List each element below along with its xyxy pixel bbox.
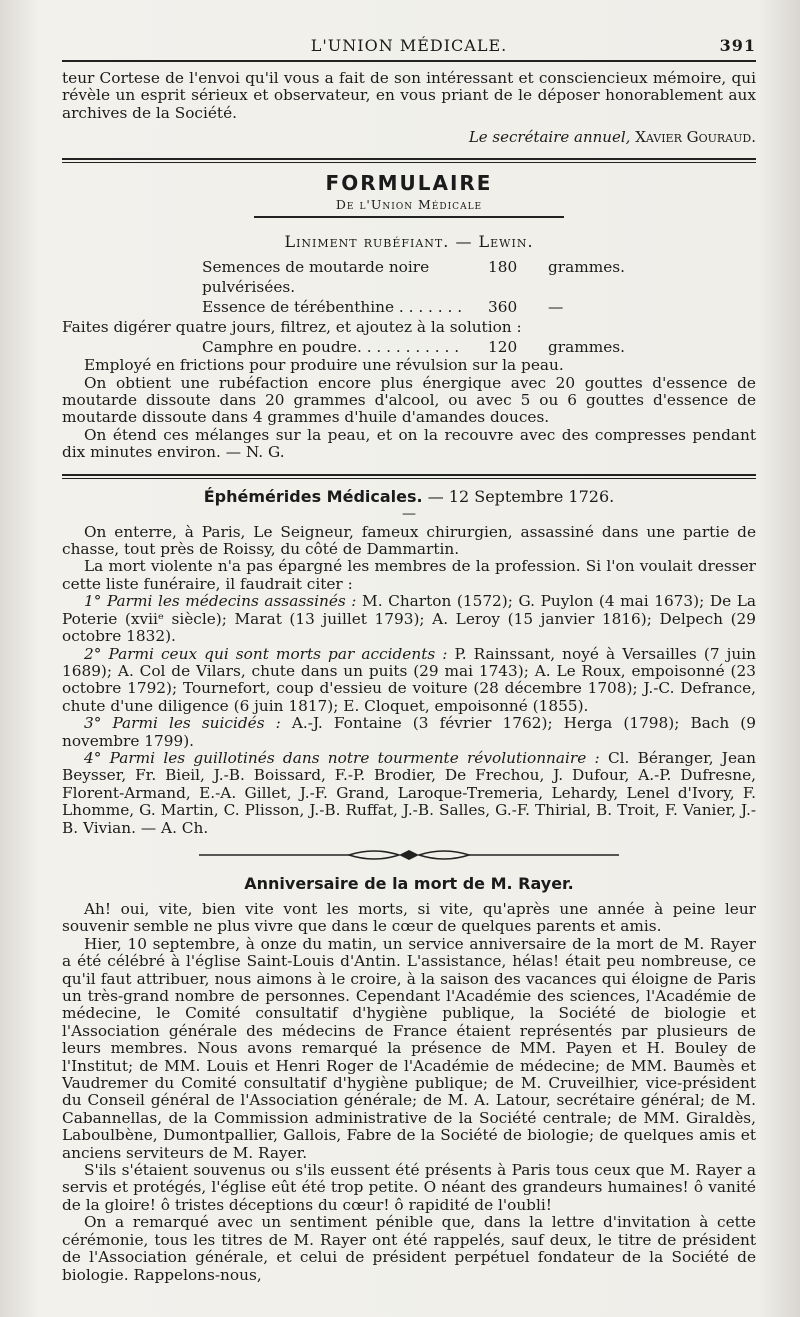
ephemerides-paragraph: La mort violente n'a pas épargné les membres de la profession. Si l'on voulait dresser cette liste funéraire, il faudrait citer : [62, 557, 756, 593]
item-label: 1° Parmi les médecins assassinés : [84, 592, 357, 611]
section-divider [62, 158, 756, 163]
ephemerides-paragraph: On enterre, à Paris, Le Seigneur, fameux chirurgien, assassiné dans une partie de chasse, tout près de Roissy, du côté de Dammartin. [62, 522, 756, 559]
recipe-instruction: Faites digérer quatre jours, filtrez, et ajoutez à la solution : [62, 318, 522, 337]
ephemerides-item [62, 593, 756, 645]
formulaire-title: FORMULAIRE [325, 171, 493, 196]
formulaire-subtitle: De l'Union Médicale [335, 197, 483, 213]
anniversaire-paragraph: S'ils s'étaient souvenus ou s'ils eussent été présents à Paris tous ceux que M. Rayer a servis et protégés, l'église eût été trop petite. O néant des grandeurs humaines! ô vanité de la gloire! ô tristes déceptions du cœur! ô rapidité de l'oubli! [62, 1161, 756, 1214]
recipe-paragraph: Employé en frictions pour produire une révulsion sur la peau. [84, 356, 564, 375]
ingredient-row [62, 337, 756, 357]
item-label: 2° Parmi ceux qui sont morts par accidents : [84, 644, 448, 663]
formulaire-rule [254, 216, 564, 218]
anniversaire-paragraph: On a remarqué avec un sentiment pénible que, dans la lettre d'invitation à cette cérémonie, tous les titres de M. Rayer ont été rappelés, sauf deux, le titre de président de l'Association générale, et celui de président perpétuel fondateur de la Société de biologie. Rappelons-nous, [62, 1213, 756, 1284]
intro-paragraph: teur Cortese de l'envoi qu'il vous a fait de son intéressant et consciencieux mémoire, qui révèle un esprit sérieux et observateur, en vous priant de le déposer honorablement aux archives de la Société. [62, 69, 756, 122]
ornament-icon [199, 848, 619, 862]
signature-role: Le secrétaire annuel, [468, 128, 631, 147]
ephemerides-item [62, 646, 756, 716]
anniversaire-title: Anniversaire de la mort de M. Rayer. [244, 873, 574, 893]
anniversaire-paragraph: Ah! oui, vite, bien vite vont les morts, si vite, qu'après une année à peine leur souvenir semble ne plus vivre que dans le cœur de quelques parents et amis. [62, 899, 756, 936]
item-label: 4° Parmi les guillotinés dans notre tourmente révolutionnaire : [84, 748, 600, 767]
anniversaire-paragraph: Hier, 10 septembre, à onze du matin, un service anniversaire de la mort de M. Rayer a été célébré à l'église Saint-Louis d'Antin. L'assistance, hélas! était peu nombreuse, ce qu'il faut attribuer, nous aimons à le croire, à la saison des vacances qui éloigne de Paris un très-grand nombre de personnes. Cependant l'Académie des sciences, l'Académie de médecine, le Comité consultatif d'hygiène publique, la Société de biologie et l'Association générale des médecins de France étaient représentés par plusieurs de leurs membres. Nous avons remarqué la présence de MM. Payen et H. Bouley de l'Institut; de MM. Louis et Henri Roger de l'Académie de médecine; de MM. Baumès et Vaudremer du Comité consultatif d'hygiène publique; de M. Cruveilhier, vice-président du Conseil général de l'Association générale; de M. A. Latour, secrétaire général; de M. Cabannellas, de la Commission administrative de la Société centrale; de MM. Giraldès, Laboulbène, Dumontpallier, Gallois, Fabre de la Société de biologie; de quelques amis et anciens serviteurs de M. Rayer. [62, 934, 756, 1162]
ingredient-qty: 360 [488, 298, 518, 317]
signature [62, 128, 756, 146]
ephemerides-date: — 12 Septembre 1726. [427, 486, 615, 506]
ingredient-row [62, 257, 756, 297]
item-text: M. Charton (1572); G. Puylon (4 mai 1673); De La Poterie (xviiᵉ siècle); Marat (13 juillet 1793); A. Leroy (15 janvier 1816); Delpech (29 octobre 1832). [62, 592, 756, 646]
page-number: 391 [719, 36, 756, 55]
ornament-divider [62, 847, 756, 866]
item-label: 3° Parmi les suicidés : [84, 714, 281, 733]
ingredient-name: Semences de moutarde noire pulvérisées. [202, 258, 430, 297]
section-divider [62, 474, 756, 479]
recipe-title: Liniment rubéfiant. — Lewin. [284, 232, 534, 252]
running-head [62, 30, 756, 58]
ephemerides-title: Éphémérides Médicales. [203, 486, 423, 506]
ephemerides-item [62, 750, 756, 837]
ingredient-unit: grammes. [548, 258, 625, 277]
item-text: Cl. Béranger, Jean Beysser, Fr. Bieil, J.-B. Boissard, F.-P. Brodier, De Frechou, J. Dufour, A.-P. Dufresne, Florent-Armand, E.-A. Gillet, J.-F. Grand, Laroque-Tremeria, Lehardy, Lenel d'Ivory, F. Lhomme, G. Martin, C. Plisson, J.-B. Ruffat, J.-B. Salles, G.-F. Thirial, B. Troit, F. Vanier, J.-B. Vivian. — A. Ch. [62, 748, 756, 837]
ingredient-name: Essence de térébenthine . . . . . . . [202, 298, 463, 317]
item-text: P. Rainssant, noyé à Versailles (7 juin 1689); A. Col de Vilars, chute dans un puits (29 mai 1743); A. Le Roux, empoisonné (23 octobre 1792); Tournefort, coup d'essieu de voiture (28 décembre 1708); J.-C. Defrance, chute d'une diligence (6 juin 1817); E. Cloquet, empoisonné (1855). [62, 644, 756, 715]
ingredient-qty: 120 [488, 338, 518, 357]
ingredient-unit: — [548, 298, 564, 317]
ingredient-row [62, 297, 756, 317]
recipe-paragraph: On obtient une rubéfaction encore plus énergique avec 20 gouttes d'essence de moutarde dissoute dans 20 grammes d'alcool, ou avec 5 ou 6 gouttes d'essence de moutarde dissoute dans 4 grammes d'huile d'amandes douces. [62, 373, 756, 427]
small-dash: — [402, 505, 416, 522]
recipe-paragraph: On étend ces mélanges sur la peau, et on la recouvre avec des compresses pendant dix minutes environ. — N. G. [62, 425, 756, 462]
ephemerides-heading [62, 487, 756, 506]
ingredient-qty: 180 [488, 258, 518, 277]
ingredient-name: Camphre en poudre. . . . . . . . . . . [202, 338, 460, 357]
ingredient-unit: grammes. [548, 338, 625, 357]
ephemerides-item [62, 715, 756, 750]
signature-name: Xavier Gouraud. [635, 128, 756, 147]
header-rule [62, 60, 756, 62]
journal-title: L'UNION MÉDICALE. [310, 36, 508, 55]
item-text: A.-J. Fontaine (3 février 1762); Herga (1798); Bach (9 novembre 1799). [62, 714, 756, 750]
